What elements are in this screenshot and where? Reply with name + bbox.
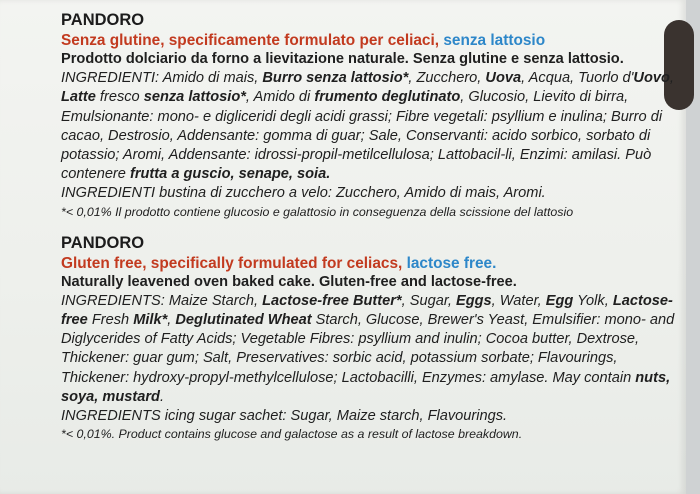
claim-en-red: Gluten free, specifically formulated for celiacs, — [61, 254, 403, 272]
ingredient-run: Uovo — [633, 70, 670, 87]
ingredient-run: Uova — [485, 70, 522, 87]
ingredient-run: frutta a guscio, senape, soia. — [129, 166, 331, 183]
ingredient-run: Lactose-free Butter* — [262, 292, 402, 309]
ingredients-it — [61, 69, 679, 184]
ingredient-run: , Acqua, Tuorlo d' — [521, 70, 634, 87]
ingredient-run: Milk* — [133, 312, 168, 329]
ingredient-run: , — [669, 70, 674, 87]
description-en: Naturally leavened oven baked cake. Gluten-free and lactose-free. — [61, 273, 517, 290]
ingredient-run: , Zucchero, — [408, 70, 486, 87]
ingredients-en — [61, 292, 679, 407]
claim-it — [61, 31, 679, 50]
ingredient-run: Deglutinated Wheat — [175, 312, 312, 329]
footnote-it: *< 0,01% Il prodotto contiene glucosio e galattosio in conseguenza della scissione del lattosio — [61, 204, 574, 219]
title-it: PANDORO — [61, 11, 145, 29]
ingredient-run: , — [167, 312, 176, 329]
ingredient-run: Latte — [61, 89, 96, 106]
ingredient-run: Burro senza lattosio* — [262, 70, 409, 87]
ingredient-run: senza lattosio* — [143, 89, 246, 106]
ingredient-run: , Sugar, — [401, 292, 456, 309]
sachet-en: INGREDIENTS icing sugar sachet: Sugar, Maize starch, Flavourings. — [61, 408, 508, 425]
ingredient-run: Eggs — [455, 292, 492, 309]
ingredient-run: frumento deglutinato — [314, 89, 461, 106]
ingredient-run: . — [159, 388, 165, 405]
claim-it-blue: senza lattosio — [443, 32, 546, 49]
ingredient-run: Yolk, — [573, 292, 613, 309]
ingredient-run: Starch, Glucose, Brewer's Yeast, Emulsifier: mono- and Diglycerides of Fatty Acids; Vegetable Fibres: psyllium and inulin; Cocoa butter, Dextrose, Thickener: guar gum; Salt, Preservatives: sorbic acid, potassium sorbate; Flavourings, Thickener: hydroxy-propyl-methylcellulose; Lactobacilli, Enzymes: amylase. May contain — [61, 312, 675, 386]
ingredient-run: Fresh — [87, 312, 134, 329]
italian-block — [61, 10, 679, 221]
ingredient-run: INGREDIENTS: Maize Starch, — [61, 292, 263, 309]
claim-en-blue: lactose free. — [406, 254, 497, 272]
title-en: PANDORO — [61, 233, 145, 252]
ingredient-run: , Amido di — [245, 89, 315, 106]
ingredient-run: Egg — [545, 292, 574, 309]
sachet-it: INGREDIENTI bustina di zucchero a velo: Zucchero, Amido di mais, Aromi. — [61, 185, 546, 202]
footnote-en: *< 0,01%. Product contains glucose and galactose as a result of lactose breakdown. — [61, 427, 523, 442]
ingredient-run: , Glucosio, Lievito di birra, Emulsionante: mono- e digliceridi degli acidi grassi; Fibre vegetali: psyllium e inulina; Burro di cacao, Destrosio, Addensante: gomma di guar; Sale, Conservanti: acido sorbico, sorbato di potassio; Aromi, Addensante: idrossi-propil-metilcellulosa; Lattobacil-li, Enzimi: amilasi. Può contenere — [61, 89, 663, 183]
claim-en — [61, 254, 679, 273]
ingredient-run: INGREDIENTI: Amido di mais, — [61, 70, 263, 87]
ingredient-run: Lactose-free — [61, 292, 673, 329]
claim-it-red: Senza glutine, specificamente formulato per celiaci, — [61, 32, 440, 49]
english-block — [61, 233, 679, 444]
ingredient-run: nuts, soya, mustard — [61, 369, 671, 405]
description-it: Prodotto dolciario da forno a lievitazione naturale. Senza glutine e senza lattosio. — [61, 51, 624, 67]
ingredient-run: , Water, — [491, 292, 546, 309]
label-text — [61, 10, 679, 443]
ingredient-run: fresco — [95, 89, 144, 106]
